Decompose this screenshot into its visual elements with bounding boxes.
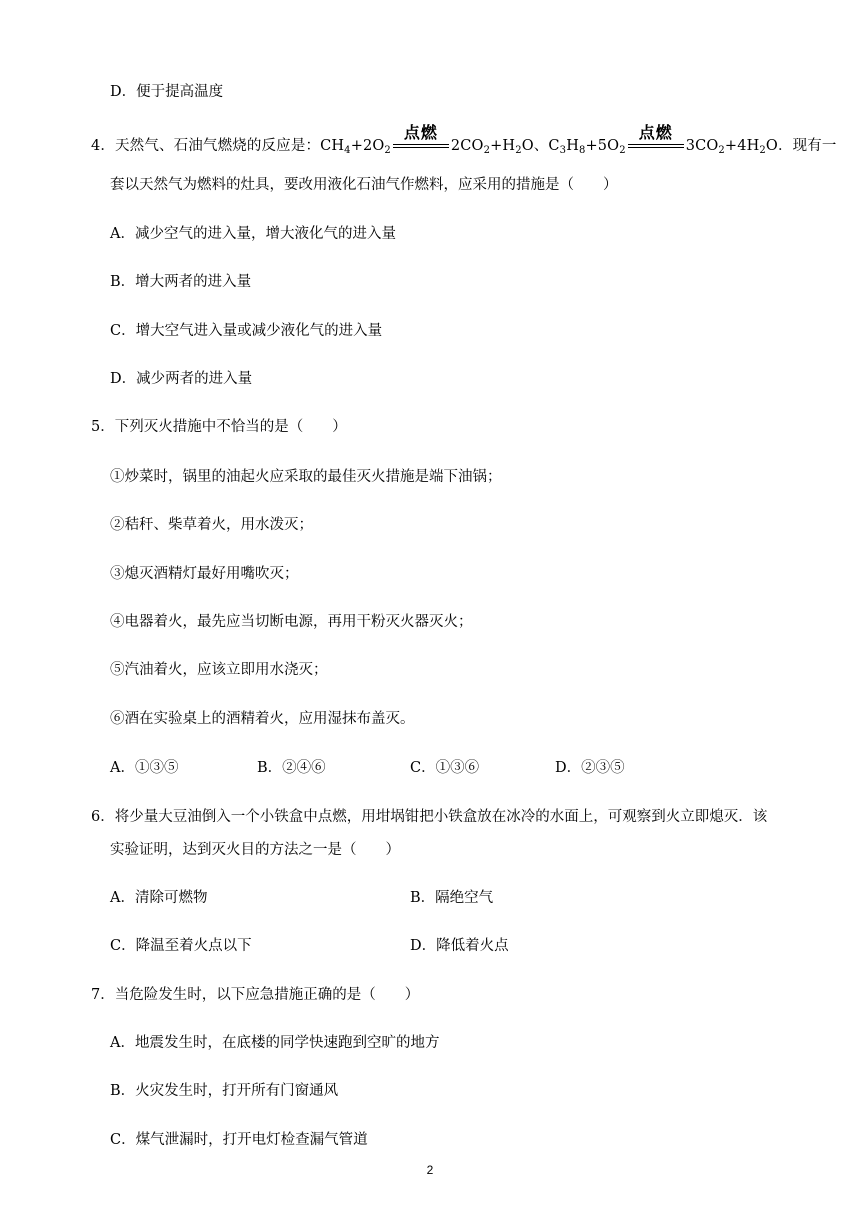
q5-stem: 5．下列灭火措施中不恰当的是（ ） (91, 419, 347, 435)
page-number: 2 (426, 1163, 434, 1177)
q6-option-d: D．降低着火点 (410, 938, 509, 954)
q6-option-b: B．隔绝空气 (410, 890, 494, 906)
q7-option-a: A．地震发生时，在底楼的同学快速跑到空旷的地方 (110, 1035, 440, 1051)
q4-stem-line1: 4．天然气、石油气燃烧的反应是：$CH_4+2O_2$ 点燃 $2CO_2+H_2O$、$C_3H_8+5O_2$ 点燃 $3CO_2+4H_2O$．现有一 (91, 123, 837, 156)
q6-stem-line1: 6．将少量大豆油倒入一个小铁盒中点燃，用坩埚钳把小铁盒放在冰冷的水面上，可观察到火立即熄灭．该 (91, 809, 768, 825)
q5-item-3: ③熄灭酒精灯最好用嘴吹灭； (110, 566, 299, 582)
q4-option-d: D．减少两者的进入量 (110, 371, 253, 387)
q6-stem-line2: 实验证明，达到灭火目的方法之一是（ ） (110, 842, 400, 858)
q3-option-d: D．便于提高温度 (110, 84, 224, 100)
q6-option-a: A．清除可燃物 (110, 890, 208, 906)
q4-stem-line2: 套以天然气为燃料的灶具，要改用液化石油气作燃料，应采用的措施是（ ） (110, 177, 618, 193)
q7-stem: 7．当危险发生时，以下应急措施正确的是（ ） (91, 987, 420, 1003)
q5-item-6: ⑥酒在实验桌上的酒精着火，应用湿抹布盖灭。 (110, 711, 415, 727)
q5-option-a: A．①③⑤ (110, 760, 179, 776)
q6-option-c: C．降温至着火点以下 (110, 938, 252, 954)
reaction-condition-arrow-2: 点燃 (626, 136, 686, 156)
q4-option-a: A．减少空气的进入量，增大液化气的进入量 (110, 226, 396, 242)
reaction-condition-arrow-1: 点燃 (391, 136, 451, 156)
q5-option-b: B．②④⑥ (257, 760, 326, 776)
q7-option-c: C．煤气泄漏时，打开电灯检查漏气管道 (110, 1132, 368, 1148)
q5-item-1: ①炒菜时，锅里的油起火应采取的最佳灭火措施是端下油锅； (110, 469, 502, 485)
q5-item-5: ⑤汽油着火，应该立即用水浇灭； (110, 662, 328, 678)
q4-option-b: B．增大两者的进入量 (110, 274, 252, 290)
q5-option-c: C．①③⑥ (410, 760, 480, 776)
q5-item-2: ②秸秆、柴草着火，用水泼灭； (110, 517, 313, 533)
q5-option-d: D．②③⑤ (555, 760, 625, 776)
q5-item-4: ④电器着火，最先应当切断电源，再用干粉灭火器灭火； (110, 614, 473, 630)
q7-option-b: B．火灾发生时，打开所有门窗通风 (110, 1083, 339, 1099)
q4-option-c: C．增大空气进入量或减少液化气的进入量 (110, 323, 383, 339)
